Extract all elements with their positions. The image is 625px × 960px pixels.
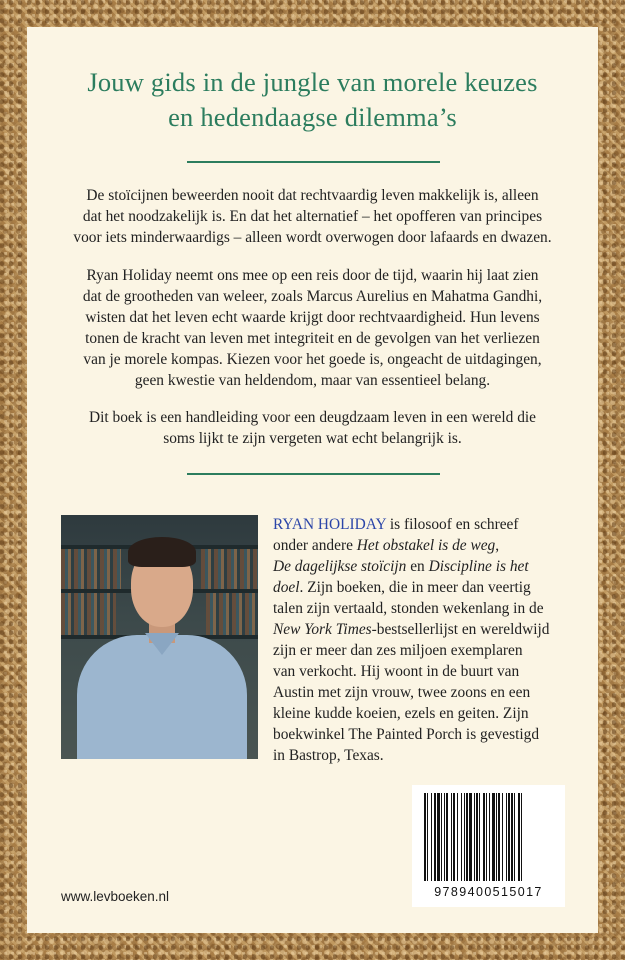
divider-rule — [187, 473, 440, 475]
bio-text: is filosoof en schreef — [386, 516, 519, 533]
bio-text: talen zijn vertaald, stonden wekenlang in de — [273, 600, 544, 617]
bio-text: onder andere — [273, 537, 357, 554]
barcode-bar — [511, 793, 513, 881]
bio-text: kleine kudde koeien, ezels en geiten. Zijn — [273, 705, 529, 722]
bio-text: . Zijn boeken, die in meer dan veertig — [299, 579, 531, 596]
author-name: RYAN HOLIDAY — [273, 516, 387, 533]
paragraph-line: dat de grootheden van weleer, zoals Marcus Aurelius en Mahatma Gandhi, — [82, 288, 543, 305]
paragraph-line: van je morele kompas. Kiezen voor het goede is, ongeacht de uitdagingen, — [83, 351, 542, 368]
barcode-bar — [492, 793, 495, 881]
paragraph-line: De stoïcijnen beweerden nooit dat rechtvaardig leven makkelijk is, alleen — [86, 187, 539, 204]
barcode-bar — [508, 793, 510, 881]
paragraph-line: Dit boek is een handleiding voor een deugdzaam leven in een wereld die — [88, 409, 537, 426]
barcode-bar — [498, 793, 500, 881]
barcode-bar — [466, 793, 468, 881]
barcode-bar — [437, 793, 440, 881]
book-title: doel — [273, 579, 300, 596]
barcode-bar — [464, 793, 465, 881]
barcode-bar — [476, 793, 478, 881]
author-photo — [61, 515, 258, 759]
bio-text: zijn er meer dan zes miljoen exemplaren — [273, 642, 523, 659]
publisher-website: www.levboeken.nl — [61, 889, 170, 904]
barcode-bar — [469, 793, 472, 881]
barcode-bar — [424, 793, 426, 881]
barcode-bar — [457, 793, 458, 881]
barcode-bar — [431, 793, 432, 881]
barcode-bar — [479, 793, 480, 881]
bio-text: boekwinkel The Painted Porch is gevestigd — [273, 726, 540, 743]
barcode-bar — [474, 793, 475, 881]
bio-text: in Bastrop, Texas. — [273, 747, 384, 764]
barcode-bar — [502, 793, 503, 881]
barcode-bar — [453, 793, 455, 881]
paragraph-line: tonen de kracht van leven met integriteit en de gevolgen van het verliezen — [85, 330, 540, 347]
headline-line: Jouw gids in de jungle van morele keuzes — [87, 67, 538, 97]
barcode-bar — [444, 793, 445, 881]
barcode-bar — [441, 793, 442, 881]
barcode-bar — [514, 793, 515, 881]
cover-panel — [27, 27, 598, 933]
barcode-bar — [434, 793, 436, 881]
barcode-bar — [518, 793, 520, 881]
paragraph-line: Ryan Holiday neemt ons mee op een reis door de tijd, waarin hij laat zien — [86, 267, 539, 284]
isbn-number: 9789400515017 — [434, 885, 543, 899]
paragraph-line: dat het noodzakelijk is. En dat het alternatief – het opofferen van principes — [82, 208, 543, 225]
barcode-bar — [496, 793, 497, 881]
intro-paragraph — [27, 185, 598, 248]
barcode-bar — [506, 793, 507, 881]
headline-line: en hedendaagse dilemma’s — [168, 102, 457, 132]
cover-headline — [27, 65, 598, 135]
book-title: Het obstakel is de weg — [356, 537, 496, 554]
bio-text: en — [406, 558, 429, 575]
publication-title: New York Times — [273, 621, 372, 638]
bio-text: , — [495, 537, 500, 554]
barcode-bars — [420, 793, 557, 883]
book-title: De dagelijkse stoïcijn — [273, 558, 407, 575]
barcode-bar — [521, 793, 522, 881]
barcode-bar — [446, 793, 448, 881]
barcode-bar — [489, 793, 490, 881]
paragraph-line: voor iets minderwaardigs – alleen wordt overwogen door lafaards en dwazen. — [73, 229, 552, 246]
book-title: Discipline is het — [428, 558, 529, 575]
barcode-bar — [486, 793, 487, 881]
barcode-bar — [451, 793, 452, 881]
bio-text: Austin met zijn vrouw, twee zoons en een — [273, 684, 531, 701]
barcode-bar — [427, 793, 428, 881]
barcode-bar — [483, 793, 485, 881]
paragraph-line: soms lijkt te zijn vergeten wat echt belangrijk is. — [163, 430, 462, 447]
author-bio — [273, 514, 583, 766]
bio-text: -bestsellerlijst en wereldwijd — [371, 621, 550, 638]
paragraph-line: wisten dat het leven echt waarde krijgt door rechtvaardigheid. Hun levens — [85, 309, 540, 326]
divider-rule — [187, 161, 440, 163]
bio-text: van verkocht. Hij woont in de buurt van — [273, 663, 520, 680]
barcode-bar — [461, 793, 462, 881]
isbn-barcode — [412, 785, 565, 907]
closing-paragraph — [27, 407, 598, 449]
paragraph-line: geen kwestie van heldendom, maar van essentieel belang. — [134, 372, 491, 389]
body-paragraph — [27, 265, 598, 391]
